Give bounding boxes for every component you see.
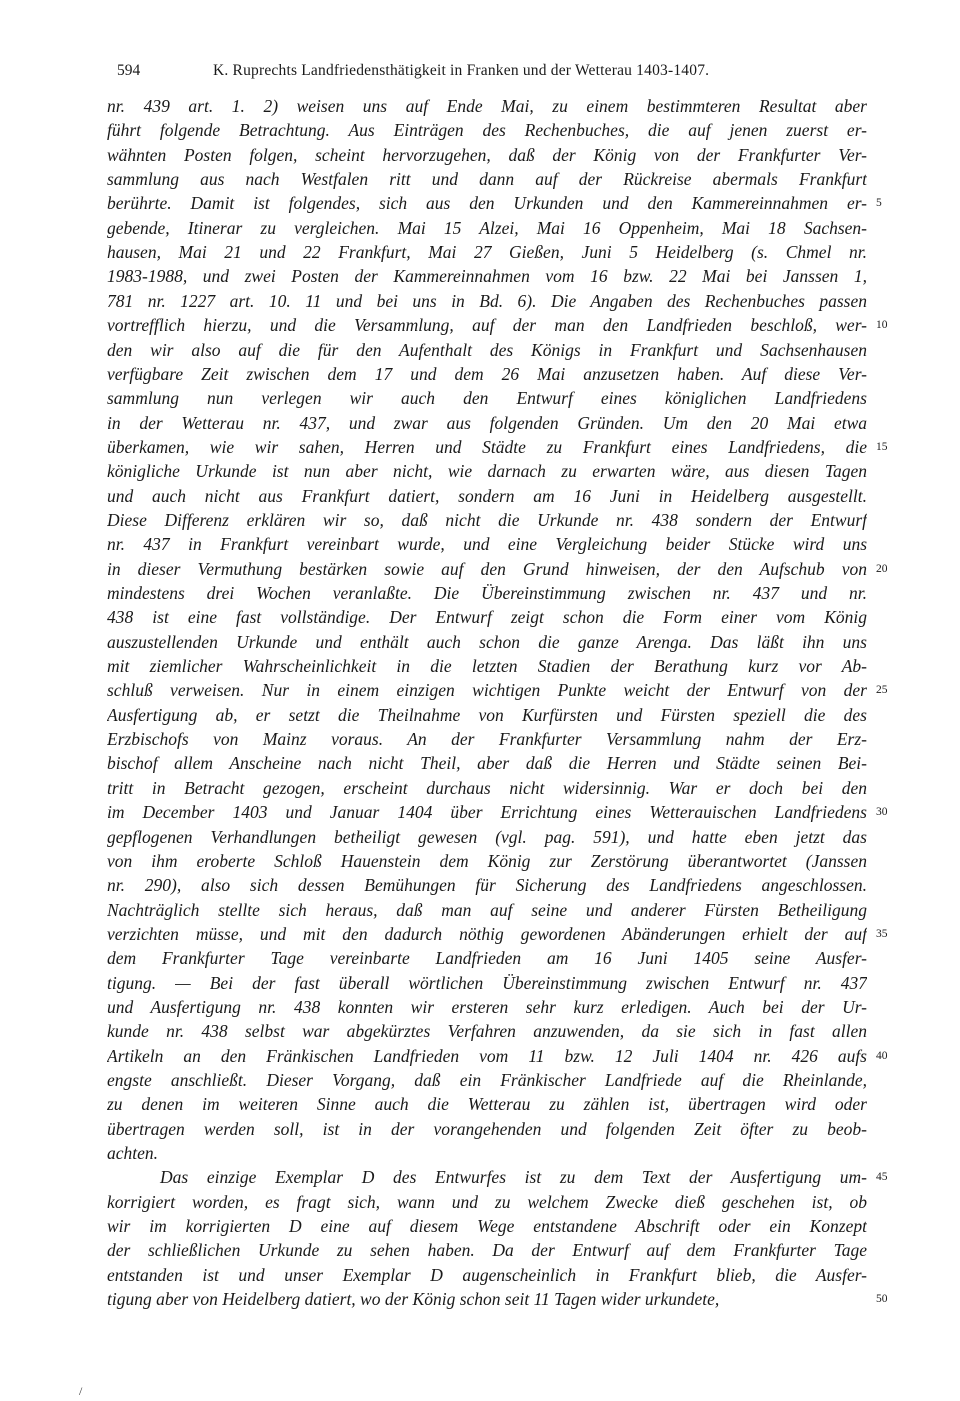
page-number: 594 xyxy=(117,62,141,79)
text-line: vortrefflich hierzu, und die Versammlung, auf der man den Landfrieden beschloß, wer- xyxy=(107,315,867,336)
text-line: nr. 439 art. 1. 2) weisen uns auf Ende Mai, zu einem bestimmteren Resultat aber xyxy=(107,96,867,116)
margin-line-number: 5 xyxy=(876,197,882,210)
text-line: Diese Differenz erklären wir so, daß nicht die Urkunde nr. 438 sondern der Entwurf xyxy=(107,509,867,530)
margin-line-number: 50 xyxy=(876,1293,888,1306)
margin-line-number: 45 xyxy=(876,1171,888,1184)
text-line: achten. xyxy=(107,1143,159,1164)
text-line: 438 ist eine fast vollständige. Der Entwurf zeigt schon die Form einer vom König xyxy=(107,607,867,628)
text-line: sammlung aus nach Westfalen ritt und dann auf der Rückreise abermals Frankfurt xyxy=(107,169,867,190)
text-line: führt folgende Betrachtung. Aus Einträgen des Rechenbuches, die auf jenen zuerst er- xyxy=(107,120,867,141)
page-header xyxy=(117,62,877,80)
text-line: tigung. — Bei der fast überall wörtlichen Übereinstimmung zwischen Entwurf nr. 437 xyxy=(107,972,867,993)
text-line: bischof allem Anscheine nach nicht Theil, aber daß die Herren und Städte seinen Bei- xyxy=(107,753,867,774)
text-line: und Ausfertigung nr. 438 konnten wir ersteren sehr kurz erledigen. Auch bei der Ur- xyxy=(107,996,867,1017)
text-line: dem Frankfurter Tage vereinbarte Landfrieden am 16 Juni 1405 seine Ausfer- xyxy=(107,948,867,969)
text-line: der schließlichen Urkunde zu sehen haben. Da der Entwurf auf dem Frankfurter Tage xyxy=(107,1240,867,1261)
text-line: Erzbischofs von Mainz voraus. An der Frankfurter Versammlung nahm der Erz- xyxy=(107,729,867,750)
text-line: 1983-1988, und zwei Posten der Kammereinnahmen vom 16 bzw. 22 Mai bei Janssen 1, xyxy=(107,266,867,287)
text-line: sammlung nun verlegen wir auch den Entwurf eines königlichen Landfriedens xyxy=(107,388,867,409)
text-line: und auch nicht aus Frankfurt datiert, sondern am 16 Juni in Heidelberg ausgestellt. xyxy=(107,485,867,506)
text-line: königliche Urkunde ist nun aber nicht, wie darnach zu erwarten wäre, aus diesen Tagen xyxy=(107,461,867,482)
margin-line-number: 25 xyxy=(876,684,888,697)
text-line: zu denen im weiteren Sinne auch die Wetterau zu zählen ist, übertragen wird oder xyxy=(107,1094,867,1115)
margin-line-number: 40 xyxy=(876,1049,888,1062)
text-line: 781 nr. 1227 art. 10. 11 und bei uns in Bd. 6). Die Angaben des Rechenbuches passen xyxy=(107,290,867,311)
text-line: nr. 437 in Frankfurt vereinbart wurde, und eine Vergleichung beider Stücke wird uns xyxy=(107,534,867,555)
text-line: mindestens drei Wochen veranlaßte. Die Übereinstimmung zwischen nr. 437 und nr. xyxy=(107,583,867,603)
text-line: Das einzige Exemplar D des Entwurfes ist zu dem Text der Ausfertigung um- xyxy=(160,1167,867,1188)
text-line: schluß verweisen. Nur in einem einzigen wichtigen Punkte weicht der Entwurf von der xyxy=(107,680,867,701)
text-line: überkamen, wie wir sahen, Herren und Städte zu Frankfurt eines Landfriedens, die xyxy=(107,436,867,457)
text-line: von ihm eroberte Schloß Hauenstein dem König zur Zerstörung überantwortet (Janssen xyxy=(107,850,867,871)
text-line: im December 1403 und Januar 1404 über Errichtung eines Wetterauischen Landfriedens xyxy=(107,802,867,823)
margin-line-number: 10 xyxy=(876,319,888,332)
margin-line-number: 35 xyxy=(876,927,888,940)
text-line: entstanden ist und unser Exemplar D augenscheinlich in Frankfurt blieb, die Ausfer- xyxy=(107,1264,867,1285)
text-line: verfügbare Zeit zwischen dem 17 und dem 26 Mai anzusetzen haben. Auf diese Ver- xyxy=(107,363,867,384)
text-line: nr. 290), also sich dessen Bemühungen für Sicherung des Landfriedens angeschlossen. xyxy=(107,875,867,896)
text-line: verzichten müsse, und mit den dadurch nöthig gewordenen Abänderungen erhielt der auf xyxy=(107,923,867,944)
text-line: engste anschließt. Dieser Vorgang, daß ein Fränkischer Landfriede auf die Rheinlande, xyxy=(107,1070,867,1090)
text-line: wir im korrigierten D eine auf diesem Wege entstandene Abschrift oder ein Konzept xyxy=(107,1216,867,1237)
text-line: tritt in Betracht gezogen, erscheint durchaus nicht widersinnig. War er doch bei den xyxy=(107,777,867,798)
text-line: übertragen werden soll, ist in der vorangehenden und folgenden Zeit öfter zu beob- xyxy=(107,1118,867,1139)
text-line: korrigiert worden, es fragt sich, wann und zu welchem Zwecke dieß geschehen ist, ob xyxy=(107,1191,867,1212)
text-line: berührte. Damit ist folgendes, sich aus den Urkunden und den Kammereinnahmen er- xyxy=(107,193,867,214)
text-line: gebende, Itinerar zu vergleichen. Mai 15 Alzei, Mai 16 Oppenheim, Mai 18 Sachsen- xyxy=(107,217,867,238)
text-line: in dieser Vermuthung bestärken sowie auf den Grund hinweisen, der den Aufschub von xyxy=(107,558,867,579)
margin-line-number: 20 xyxy=(876,562,888,575)
text-line: auszustellenden Urkunde und enthält auch schon die ganze Arenga. Das läßt ihn uns xyxy=(107,631,867,652)
text-line: Artikeln an den Fränkischen Landfrieden vom 11 bzw. 12 Juli 1404 nr. 426 aufs xyxy=(107,1045,867,1066)
text-line: in der Wetterau nr. 437, und zwar aus folgenden Gründen. Um den 20 Mai etwa xyxy=(107,412,867,433)
text-line: gepflogenen Verhandlungen betheiligt gewesen (vgl. pag. 591), und hatte eben jetzt das xyxy=(107,826,867,847)
margin-line-number: 30 xyxy=(876,806,888,819)
text-line: wähnten Posten folgen, scheint hervorzugehen, daß der König von der Frankfurter Ver- xyxy=(107,144,867,165)
running-title: K. Ruprechts Landfriedensthätigkeit in Franken und der Wetterau 1403-1407. xyxy=(213,62,710,79)
margin-line-number: 15 xyxy=(876,440,888,453)
text-line: hausen, Mai 21 und 22 Frankfurt, Mai 27 Gießen, Juni 5 Heidelberg (s. Chmel nr. xyxy=(107,242,867,263)
text-line: tigung aber von Heidelberg datiert, wo der König schon seit 11 Tagen wider urkundete, xyxy=(107,1289,720,1310)
text-line: kunde nr. 438 selbst war abgekürztes Verfahren anzuwenden, da sie sich in fast allen xyxy=(107,1021,867,1042)
stray-mark: / xyxy=(79,1384,83,1398)
text-line: Ausfertigung ab, er setzt die Theilnahme von Kurfürsten und Fürsten speziell die des xyxy=(107,704,867,725)
text-line: den wir also auf die für den Aufenthalt des Königs in Frankfurt und Sachsenhausen xyxy=(107,339,867,360)
text-line: Nachträglich stellte sich heraus, daß man auf seine und anderer Fürsten Betheiligung xyxy=(107,899,867,920)
text-line: mit ziemlicher Wahrscheinlichkeit in die letzten Stadien der Berathung kurz vor Ab- xyxy=(107,656,867,677)
